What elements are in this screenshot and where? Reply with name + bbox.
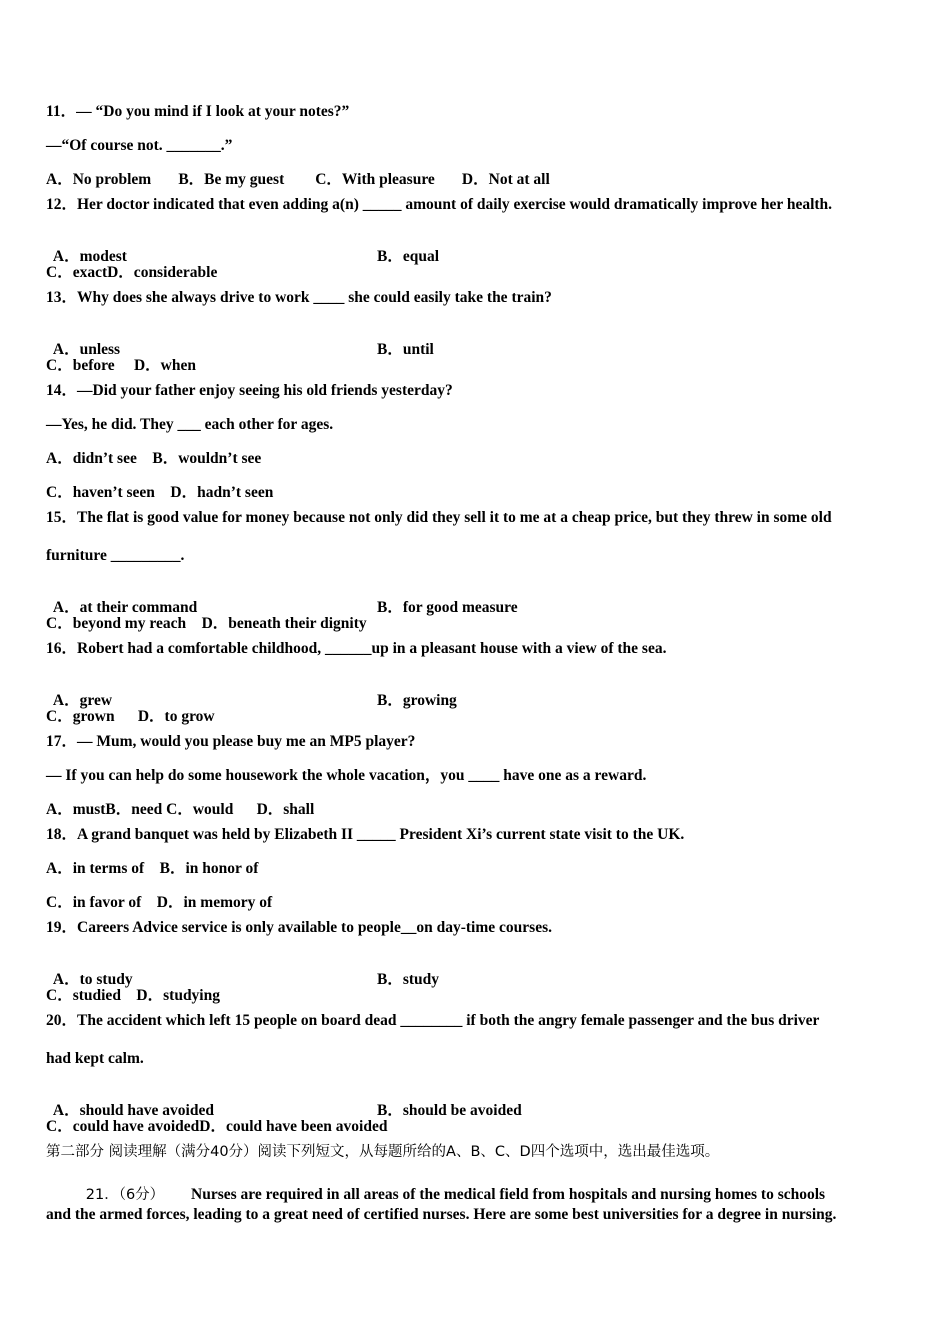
q15-stem-continued: furniture _________. <box>46 547 185 564</box>
q19-options-cd: C．studied D．studying <box>46 987 220 1004</box>
q13-option-b: B．until <box>377 341 434 358</box>
q15-options-ab <box>46 581 518 617</box>
q12-options-ab <box>46 230 440 266</box>
q12-option-a: A．modest <box>52 248 127 265</box>
q17-stem: 17．— Mum, would you please buy me an MP5 player? <box>46 733 416 750</box>
q19-option-b: B．study <box>377 971 440 988</box>
q14-reply: —Yes, he did. They ___ each other for ages. <box>46 416 334 433</box>
q12-options-cd: C．exactD．considerable <box>46 264 218 281</box>
q19-option-a: A．to study <box>52 971 133 988</box>
q15-option-a: A．at their command <box>52 599 198 616</box>
q21-text-continued: and the armed forces, leading to a great need of certified nurses. Here are some best universities for a degree in nursing. <box>46 1206 837 1223</box>
q19-stem: 19．Careers Advice service is only available to people__on day-time courses. <box>46 919 552 936</box>
q21-text: Nurses are required in all areas of the medical field from hospitals and nursing homes to schools <box>191 1186 826 1203</box>
q20-options-ab <box>46 1084 522 1120</box>
q16-stem: 16．Robert had a comfortable childhood, ______up in a pleasant house with a view of the sea. <box>46 640 667 657</box>
q21-label: 21．（6分） <box>85 1187 165 1203</box>
q15-stem: 15．The flat is good value for money because not only did they sell it to me at a cheap price, but they threw in some old <box>46 509 832 526</box>
q14-options-ab: A．didn’t see B．wouldn’t see <box>46 450 262 467</box>
q16-option-b: B．growing <box>377 692 457 709</box>
q20-options-cd: C．could have avoidedD．could have been avoided <box>46 1118 388 1135</box>
q16-options-cd: C．grown D．to grow <box>46 708 215 725</box>
q20-stem-continued: had kept calm. <box>46 1050 144 1067</box>
q13-options-ab <box>46 323 434 359</box>
q20-option-a: A．should have avoided <box>52 1102 214 1119</box>
q20-stem: 20．The accident which left 15 people on board dead ________ if both the angry female passenger and the bus driver <box>46 1012 820 1029</box>
q13-stem: 13．Why does she always drive to work ____ she could easily take the train? <box>46 289 552 306</box>
q14-stem: 14．—Did your father enjoy seeing his old friends yesterday? <box>46 382 453 399</box>
q19-options-ab <box>46 953 440 989</box>
section2-heading: 第二部分 阅读理解（满分40分）阅读下列短文，从每题所给的A、B、C、D四个选项中，选出最佳选项。 <box>46 1144 720 1160</box>
q17-options: A．mustB．need C．would D．shall <box>46 801 315 818</box>
q15-option-b: B．for good measure <box>377 599 518 616</box>
q18-stem: 18．A grand banquet was held by Elizabeth II _____ President Xi’s current state visit to the UK. <box>46 826 685 843</box>
q12-option-b: B．equal <box>377 248 440 265</box>
q18-options-cd: C．in favor of D．in memory of <box>46 894 273 911</box>
q21-paragraph <box>78 1168 826 1204</box>
q18-options-ab: A．in terms of B．in honor of <box>46 860 259 877</box>
q16-option-a: A．grew <box>52 692 113 709</box>
q12-stem: 12．Her doctor indicated that even adding a(n) _____ amount of daily exercise would dramatically improve her health. <box>46 196 833 213</box>
q11-options: A．No problem B．Be my guest C．With pleasure D．Not at all <box>46 171 550 188</box>
q17-reply: — If you can help do some housework the whole vacation，you ____ have one as a reward. <box>46 767 647 784</box>
q16-options-ab <box>46 674 457 710</box>
q11-stem: 11．— “Do you mind if I look at your notes?” <box>46 103 350 120</box>
q11-reply: —“Of course not. _______.” <box>46 137 233 154</box>
q13-option-a: A．unless <box>52 341 121 358</box>
q13-options-cd: C．before D．when <box>46 357 196 374</box>
q14-options-cd: C．haven’t seen D．hadn’t seen <box>46 484 274 501</box>
q15-options-cd: C．beyond my reach D．beneath their dignity <box>46 615 367 632</box>
q20-option-b: B．should be avoided <box>377 1102 522 1119</box>
